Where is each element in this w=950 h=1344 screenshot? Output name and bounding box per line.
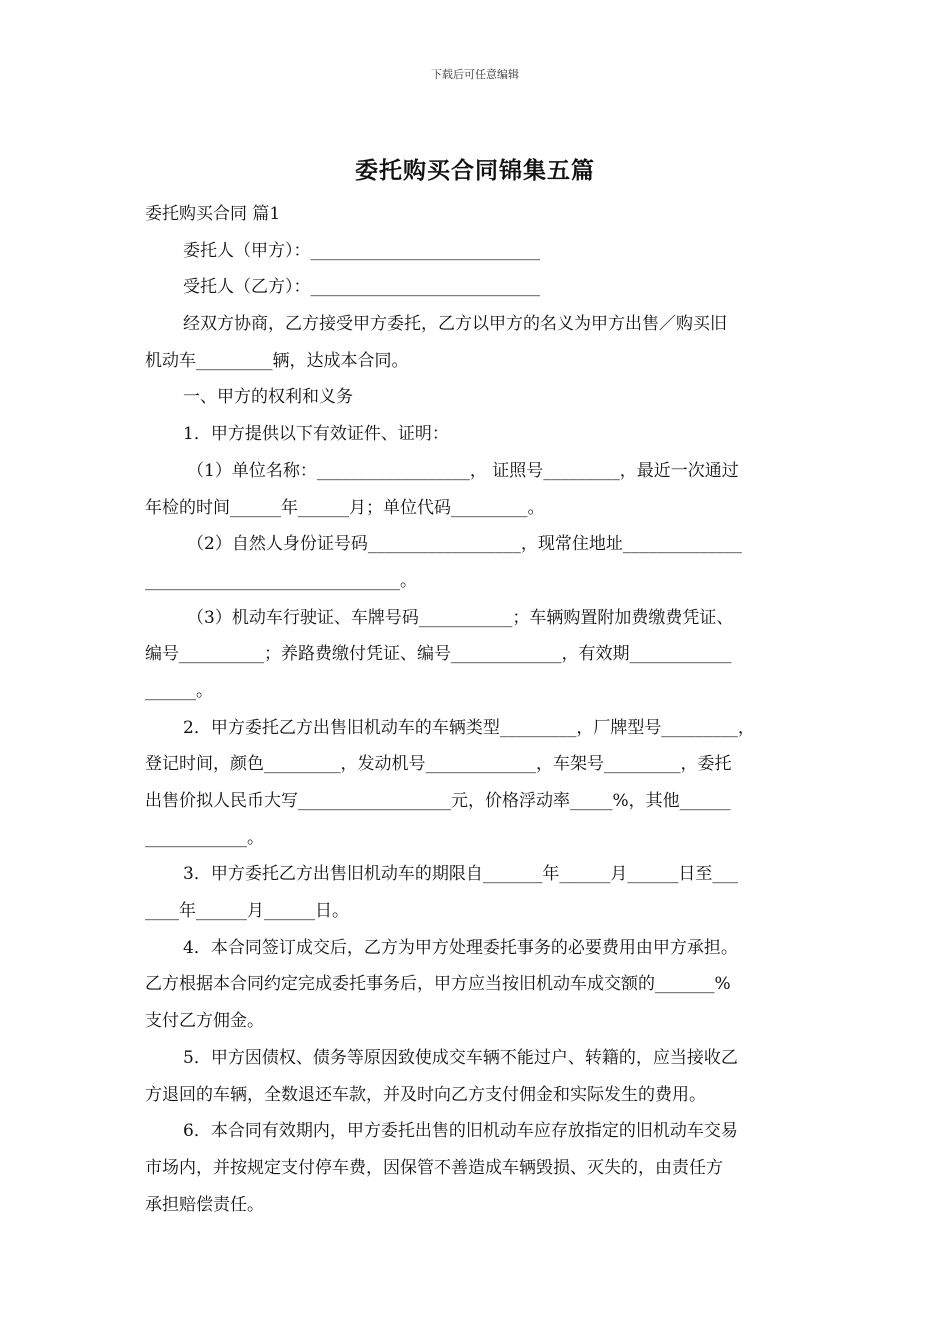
clause-line: 登记时间，颜色_________，发动机号_____________，车架号_________，委托: [145, 754, 732, 775]
clause-line: 编号__________；养路费缴付凭证、编号_____________，有效期____________: [145, 644, 732, 665]
header-note: 下载后可任意编辑: [431, 68, 519, 81]
clause-heading: 一、甲方的权利和义务: [183, 387, 353, 408]
clause-line: ______________________________。: [145, 570, 417, 591]
section-heading: 委托购买合同 篇1: [145, 204, 281, 224]
paragraph-line: 经双方协商，乙方接受甲方委托，乙方以甲方的名义为甲方出售／购买旧: [183, 314, 727, 335]
clause-line: 4．本合同签订成交后，乙方为甲方处理委托事务的必要费用由甲方承担。: [183, 937, 738, 958]
document-body: [145, 196, 807, 1223]
clause-line: 市场内，并按规定支付停车费，因保管不善造成车辆毁损、灭失的，由责任方: [145, 1157, 723, 1178]
agent-field: 受托人（乙方）：___________________________: [183, 277, 540, 298]
paragraph-line: 机动车_________辆，达成本合同。: [145, 350, 409, 371]
clause-line: 方退回的车辆，全数退还车款，并及时向乙方支付佣金和实际发生的费用。: [145, 1084, 706, 1105]
principal-field: 委托人（甲方）：___________________________: [183, 240, 540, 261]
clause-line: 5．甲方因债权、债务等原因致使成交车辆不能过户、转籍的，应当接收乙: [183, 1047, 738, 1068]
clause-line: 3．甲方委托乙方出售旧机动车的期限自_______年______月______日至___: [183, 864, 738, 885]
clause-line: ____年______月______日。: [145, 901, 349, 922]
clause-line: 1．甲方提供以下有效证件、证明：: [183, 424, 449, 445]
clause-line: （2）自然人身份证号码__________________，现常住地址______________: [187, 534, 742, 555]
clause-line: 乙方根据本合同约定完成委托事务后，甲方应当按旧机动车成交额的_______%: [145, 974, 731, 995]
clause-line: （3）机动车行驶证、车牌号码___________；车辆购置附加费缴费凭证、: [187, 607, 734, 628]
clause-line: ____________。: [145, 827, 264, 848]
clause-line: 年检的时间______年______月；单位代码_________。: [145, 497, 545, 518]
clause-line: ______。: [145, 680, 213, 701]
clause-line: 出售价拟人民币大写__________________元，价格浮动率_____%，其他______: [145, 791, 731, 811]
clause-line: 支付乙方佣金。: [145, 1011, 264, 1032]
clause-line: 承担赔偿责任。: [145, 1194, 264, 1215]
page-title: 委托购买合同锦集五篇: [355, 157, 595, 184]
clause-line: 2．甲方委托乙方出售旧机动车的车辆类型_________，厂牌型号_________，: [183, 717, 755, 738]
clause-line: （1）单位名称：__________________， 证照号_________，最近一次通过: [187, 460, 739, 481]
clause-line: 6．本合同有效期内，甲方委托出售的旧机动车应存放指定的旧机动车交易: [183, 1121, 738, 1142]
